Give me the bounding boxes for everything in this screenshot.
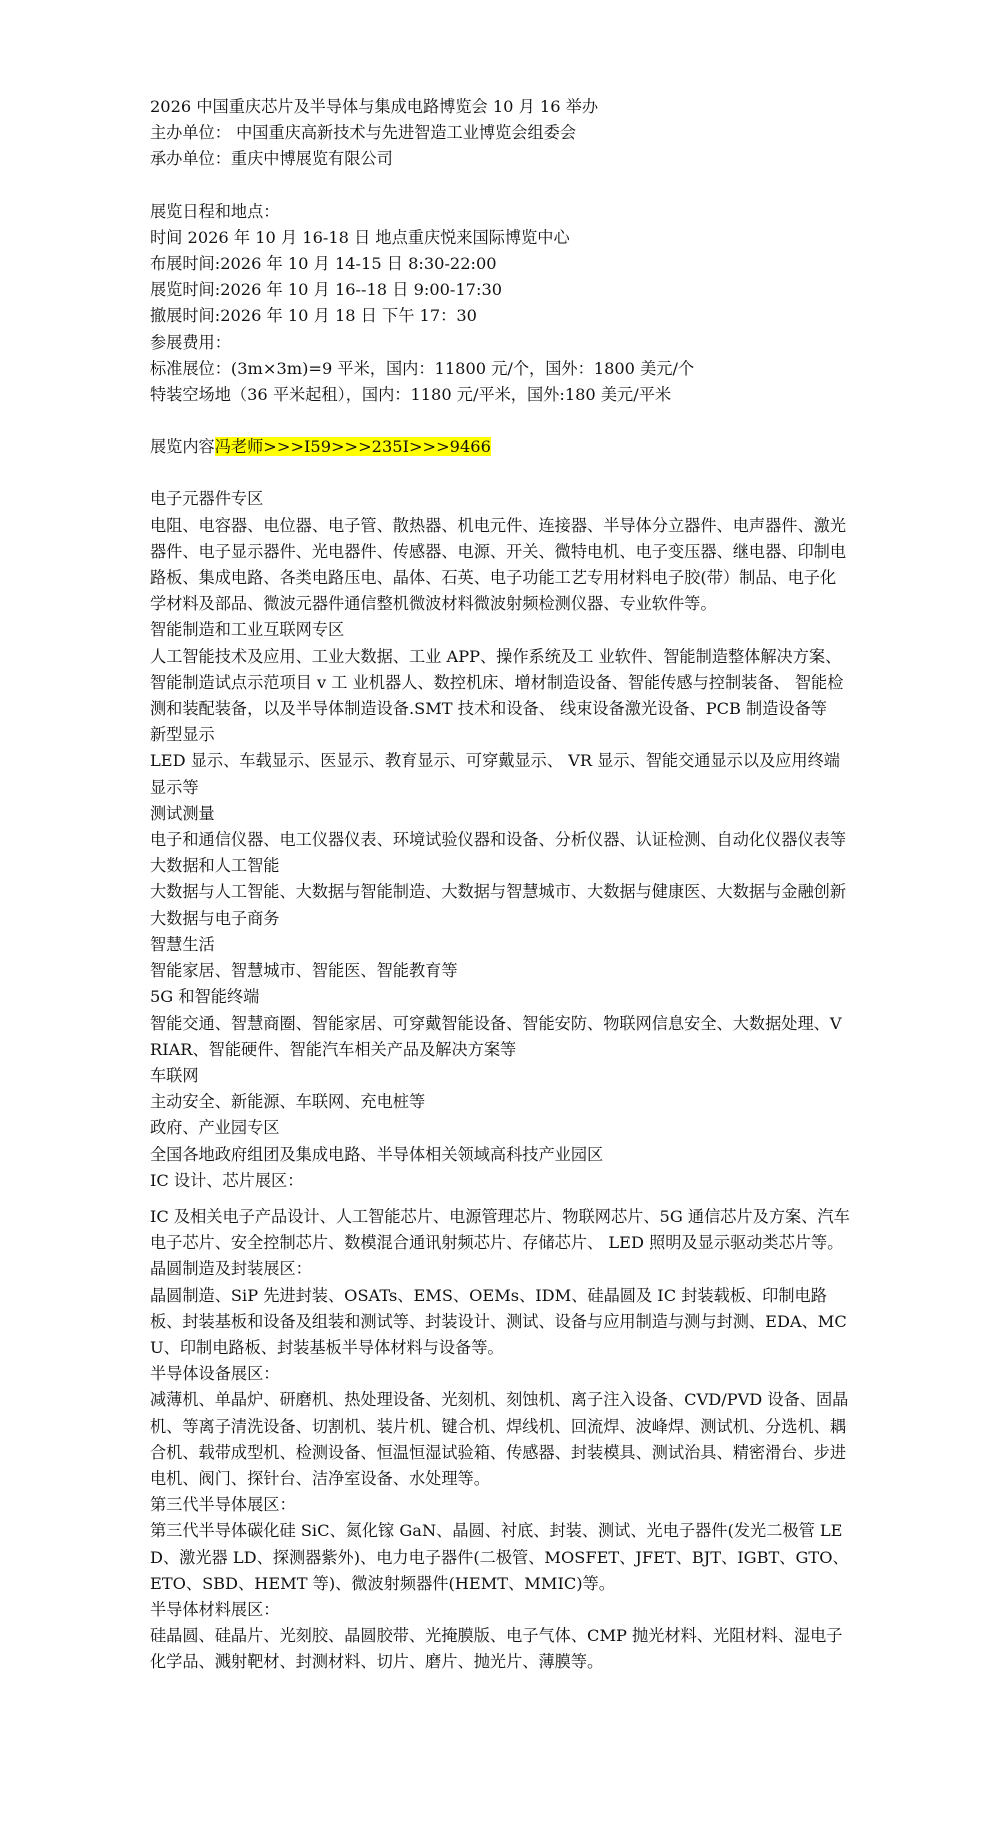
schedule-heading: 展览日程和地点： xyxy=(150,201,280,221)
section-new-display xyxy=(150,722,850,801)
section-body: 晶圆制造、SiP 先进封装、OSATs、EMS、OEMs、IDM、硅晶圆及 IC 封装载板、印制电路板、封装基板和设备及组装和测试等、封装设计、测试、设备与应用制造与测与封测、EDA、MCU、印制电路板、封装基板半导体材料与设备等。 xyxy=(150,1285,847,1357)
section-title: 车联网 xyxy=(150,1065,199,1085)
document-page xyxy=(150,94,850,1676)
section-body: 电阻、电容器、电位器、电子管、散热器、机电元件、连接器、半导体分立器件、电声器件、激光器件、电子显示器件、光电器件、传感器、电源、开关、微特电机、电子变压器、继电器、印制电路板、集成电路、各类电路压电、晶体、石英、电子功能工艺专用材料电子胶(带）制品、电子化学材料及部品、微波元器件通信整机微波材料微波射频检测仪器、专业软件等。 xyxy=(150,515,847,614)
section-big-data-ai xyxy=(150,853,850,932)
section-body: 电子和通信仪器、电工仪器仪表、环境试验仪器和设备、分析仪器、认证检测、自动化仪器仪表等 xyxy=(150,830,847,850)
section-body: 全国各地政府组团及集成电路、半导体相关领域高科技产业园区 xyxy=(150,1144,604,1164)
section-body: LED 显示、车载显示、医显示、教育显示、可穿戴显示、 VR 显示、智能交通显示以及应用终端显示等 xyxy=(150,751,840,797)
section-title: 5G 和智能终端 xyxy=(150,987,260,1007)
organizer-line: 主办单位： 中国重庆高新技术与先进智造工业博览会组委会 xyxy=(150,123,577,143)
spacer xyxy=(150,1194,850,1204)
section-government-parks xyxy=(150,1115,850,1167)
section-title: 测试测量 xyxy=(150,803,215,823)
schedule-setup: 布展时间:2026 年 10 月 14-15 日 8:30-22:00 xyxy=(150,254,497,274)
section-vehicle-network xyxy=(150,1063,850,1115)
contact-highlight: 冯老师>>>I59>>>235I>>>9466 xyxy=(214,437,491,457)
contact-line xyxy=(150,434,850,460)
section-body: 人工智能技术及应用、工业大数据、工业 APP、操作系统及工 业软件、智能制造整体解决方案、智能制造试点示范项目 v 工 业机器人、数控机床、增材制造设备、智能传感与控制装备、 智能检测和装配装备，以及半导体制造设备.SMT 技术和设备、 线束设备激光设备、PCB 制造设备等 xyxy=(150,646,844,719)
section-title: 半导体材料展区： xyxy=(150,1599,280,1619)
section-ic-design xyxy=(150,1168,850,1257)
fees-space: 特装空场地（36 平米起租），国内：1180 元/平米，国外:180 美元/平米 xyxy=(150,385,672,405)
section-third-gen-semiconductor xyxy=(150,1492,850,1597)
fees-heading: 参展费用： xyxy=(150,332,231,352)
section-title: 晶圆制造及封装展区： xyxy=(150,1259,312,1279)
section-title: IC 设计、芯片展区： xyxy=(150,1170,304,1190)
section-body: 硅晶圆、硅晶片、光刻胶、晶圆胶带、光掩膜版、电子气体、CMP 抛光材料、光阻材料、湿电子化学品、溅射靶材、封测材料、切片、磨片、抛光片、薄膜等。 xyxy=(150,1626,843,1672)
section-electronic-components xyxy=(150,486,850,617)
section-title: 政府、产业园专区 xyxy=(150,1118,280,1138)
section-body: 主动安全、新能源、车联网、充电桩等 xyxy=(150,1092,426,1112)
section-body: 减薄机、单晶炉、研磨机、热处理设备、光刻机、刻蚀机、离子注入设备、CVD/PVD 设备、固晶机、等离子清洗设备、切割机、装片机、键合机、焊线机、回流焊、波峰焊、测试机、分选机、耦合机、载带成型机、检测设备、恒温恒湿试验箱、传感器、封装模具、测试治具、精密滑台、步进电机、阀门、探针台、洁净室设备、水处理等。 xyxy=(150,1390,849,1488)
section-title: 大数据和人工智能 xyxy=(150,856,280,876)
section-body: 智能家居、智慧城市、智能医、智能教育等 xyxy=(150,961,458,981)
section-smart-life xyxy=(150,932,850,984)
section-semiconductor-equipment xyxy=(150,1361,850,1492)
contact-prefix: 展览内容 xyxy=(150,437,215,457)
schedule-time-place: 时间 2026 年 10 月 16-18 日 地点重庆悦来国际博览中心 xyxy=(150,227,570,247)
spacer xyxy=(150,460,850,486)
fees-standard: 标准展位：(3m×3m)=9 平米，国内：11800 元/个，国外：1800 美元/个 xyxy=(150,358,695,378)
section-title: 智能制造和工业互联网专区 xyxy=(150,620,345,640)
section-title: 新型显示 xyxy=(150,725,215,745)
section-body: 智能交通、智慧商圈、智能家居、可穿戴智能设备、智能安防、物联网信息安全、大数据处理、VRIAR、智能硬件、智能汽车相关产品及解决方案等 xyxy=(150,1013,842,1059)
schedule-teardown: 撤展时间:2026 年 10 月 18 日 下午 17：30 xyxy=(150,306,477,326)
schedule-exhibition: 展览时间:2026 年 10 月 16--18 日 9:00-17:30 xyxy=(150,280,503,300)
section-body: 大数据与人工智能、大数据与智能制造、大数据与智慧城市、大数据与健康医、大数据与金融创新大数据与电子商务 xyxy=(150,882,847,928)
section-body: IC 及相关电子产品设计、人工智能芯片、电源管理芯片、物联网芯片、5G 通信芯片及方案、汽车电子芯片、安全控制芯片、数模混合通讯射频芯片、存储芯片、 LED 照明及显示驱动类芯片等。 xyxy=(150,1206,850,1253)
section-body: 第三代半导体碳化硅 SiC、氮化镓 GaN、晶圆、衬底、封装、测试、光电子器件(发光二极管 LED、激光器 LD、探测器紫外)、电力电子器件(二极管、MOSFET、JFET、BJT、IGBT、GTO、ETO、SBD、HEMT 等)、微波射频器件(HEMT、MMIC)等。 xyxy=(150,1521,849,1593)
section-title: 电子元器件专区 xyxy=(150,489,264,509)
section-wafer-packaging xyxy=(150,1256,850,1361)
section-test-measurement xyxy=(150,801,850,853)
spacer xyxy=(150,173,850,199)
section-title: 第三代半导体展区： xyxy=(150,1495,296,1515)
undertaker-line: 承办单位：重庆中博展览有限公司 xyxy=(150,149,393,169)
section-5g-terminals xyxy=(150,984,850,1063)
section-semiconductor-materials xyxy=(150,1597,850,1676)
spacer xyxy=(150,408,850,434)
document-title: 2026 中国重庆芯片及半导体与集成电路博览会 10 月 16 举办 xyxy=(150,97,599,116)
section-title: 智慧生活 xyxy=(150,934,215,954)
section-smart-manufacturing xyxy=(150,617,850,722)
section-title: 半导体设备展区： xyxy=(150,1364,280,1384)
